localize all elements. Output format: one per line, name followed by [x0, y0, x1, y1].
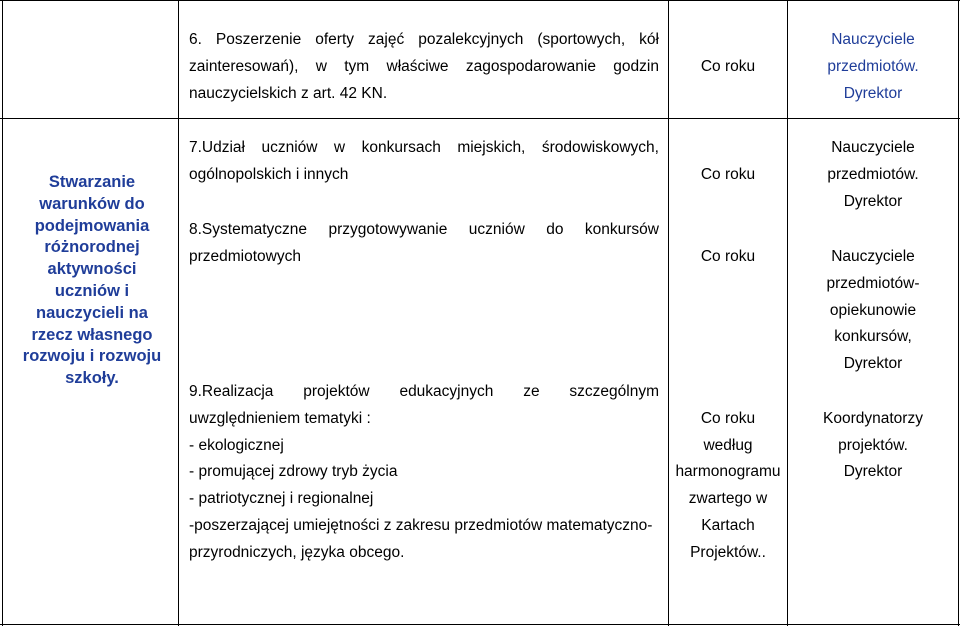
term-9-line-4: zwartego w [688, 490, 768, 507]
column-divider-goal [178, 0, 179, 626]
task-9-line-4: - promującej zdrowy tryb życia [189, 463, 398, 480]
row-divider [0, 118, 960, 119]
task-9-line-5: - patriotycznej i regionalnej [189, 490, 374, 507]
task-9-line-2: uwzględnieniem tematyki : [189, 410, 371, 427]
task-9-line-6: -poszerzającej umiejętności z zakresu przedmiotów matematyczno- [189, 517, 653, 534]
task-9-line-3: - ekologicznej [189, 437, 284, 454]
term-8: Co roku [700, 248, 756, 265]
task-6-line-1: 6. Poszerzenie oferty zajęć pozalekcyjnych (sportowych, kół [189, 31, 659, 48]
responsible-9-line-1: Koordynatorzy [823, 410, 923, 427]
term-9-line-1: Co roku [700, 410, 756, 427]
responsible-7-line-1: Nauczyciele [831, 139, 915, 156]
task-7-line-1: 7.Udział uczniów w konkursach miejskich, środowiskowych, [189, 139, 659, 156]
responsible-8-line-2: przedmiotów- [826, 275, 920, 292]
goal-text: Stwarzanie warunków do podejmowania różnorodnej aktywności uczniów i nauczycieli na rzecz własnego rozwoju i rozwoju szkoły. [22, 173, 162, 388]
responsible-8-line-3: opiekunowie [829, 302, 917, 319]
table-border-left [2, 0, 3, 626]
term-7: Co roku [700, 166, 756, 183]
task-7-line-2: ogólnopolskich i innych [189, 166, 349, 183]
task-9-line-1: 9.Realizacja projektów edukacyjnych ze szczególnym [189, 383, 659, 400]
table-border-top [0, 0, 960, 1]
responsible-7-line-3: Dyrektor [843, 193, 903, 210]
term-9-line-6: Projektów.. [690, 544, 766, 561]
responsible-8-line-4: konkursów, [834, 328, 912, 345]
task-9-line-7: przyrodniczych, języka obcego. [189, 544, 405, 561]
responsible-6-line-2: przedmiotów. [827, 58, 919, 75]
term-6: Co roku [700, 58, 756, 75]
responsible-9-line-2: projektów. [838, 437, 908, 454]
table-border-bottom [0, 624, 960, 625]
responsible-8-line-5: Dyrektor [843, 355, 903, 372]
responsible-6-line-1: Nauczyciele [831, 31, 915, 48]
term-9-line-5: Kartach [701, 517, 755, 534]
table-border-right [958, 0, 959, 626]
term-9-line-2: według [703, 437, 753, 454]
task-6-line-3: nauczycielskich z art. 42 KN. [189, 85, 388, 102]
responsible-6-line-3: Dyrektor [843, 85, 903, 102]
responsible-8-line-1: Nauczyciele [831, 248, 915, 265]
responsible-7-line-2: przedmiotów. [827, 166, 919, 183]
term-9-line-3: harmonogramu [675, 463, 781, 480]
task-8-line-2: przedmiotowych [189, 248, 301, 265]
task-8-line-1: 8.Systematyczne przygotowywanie uczniów do konkursów [189, 221, 659, 238]
responsible-9-line-3: Dyrektor [843, 463, 903, 480]
task-6-line-2: zainteresowań), w tym właściwe zagospodarowanie godzin [189, 58, 659, 75]
